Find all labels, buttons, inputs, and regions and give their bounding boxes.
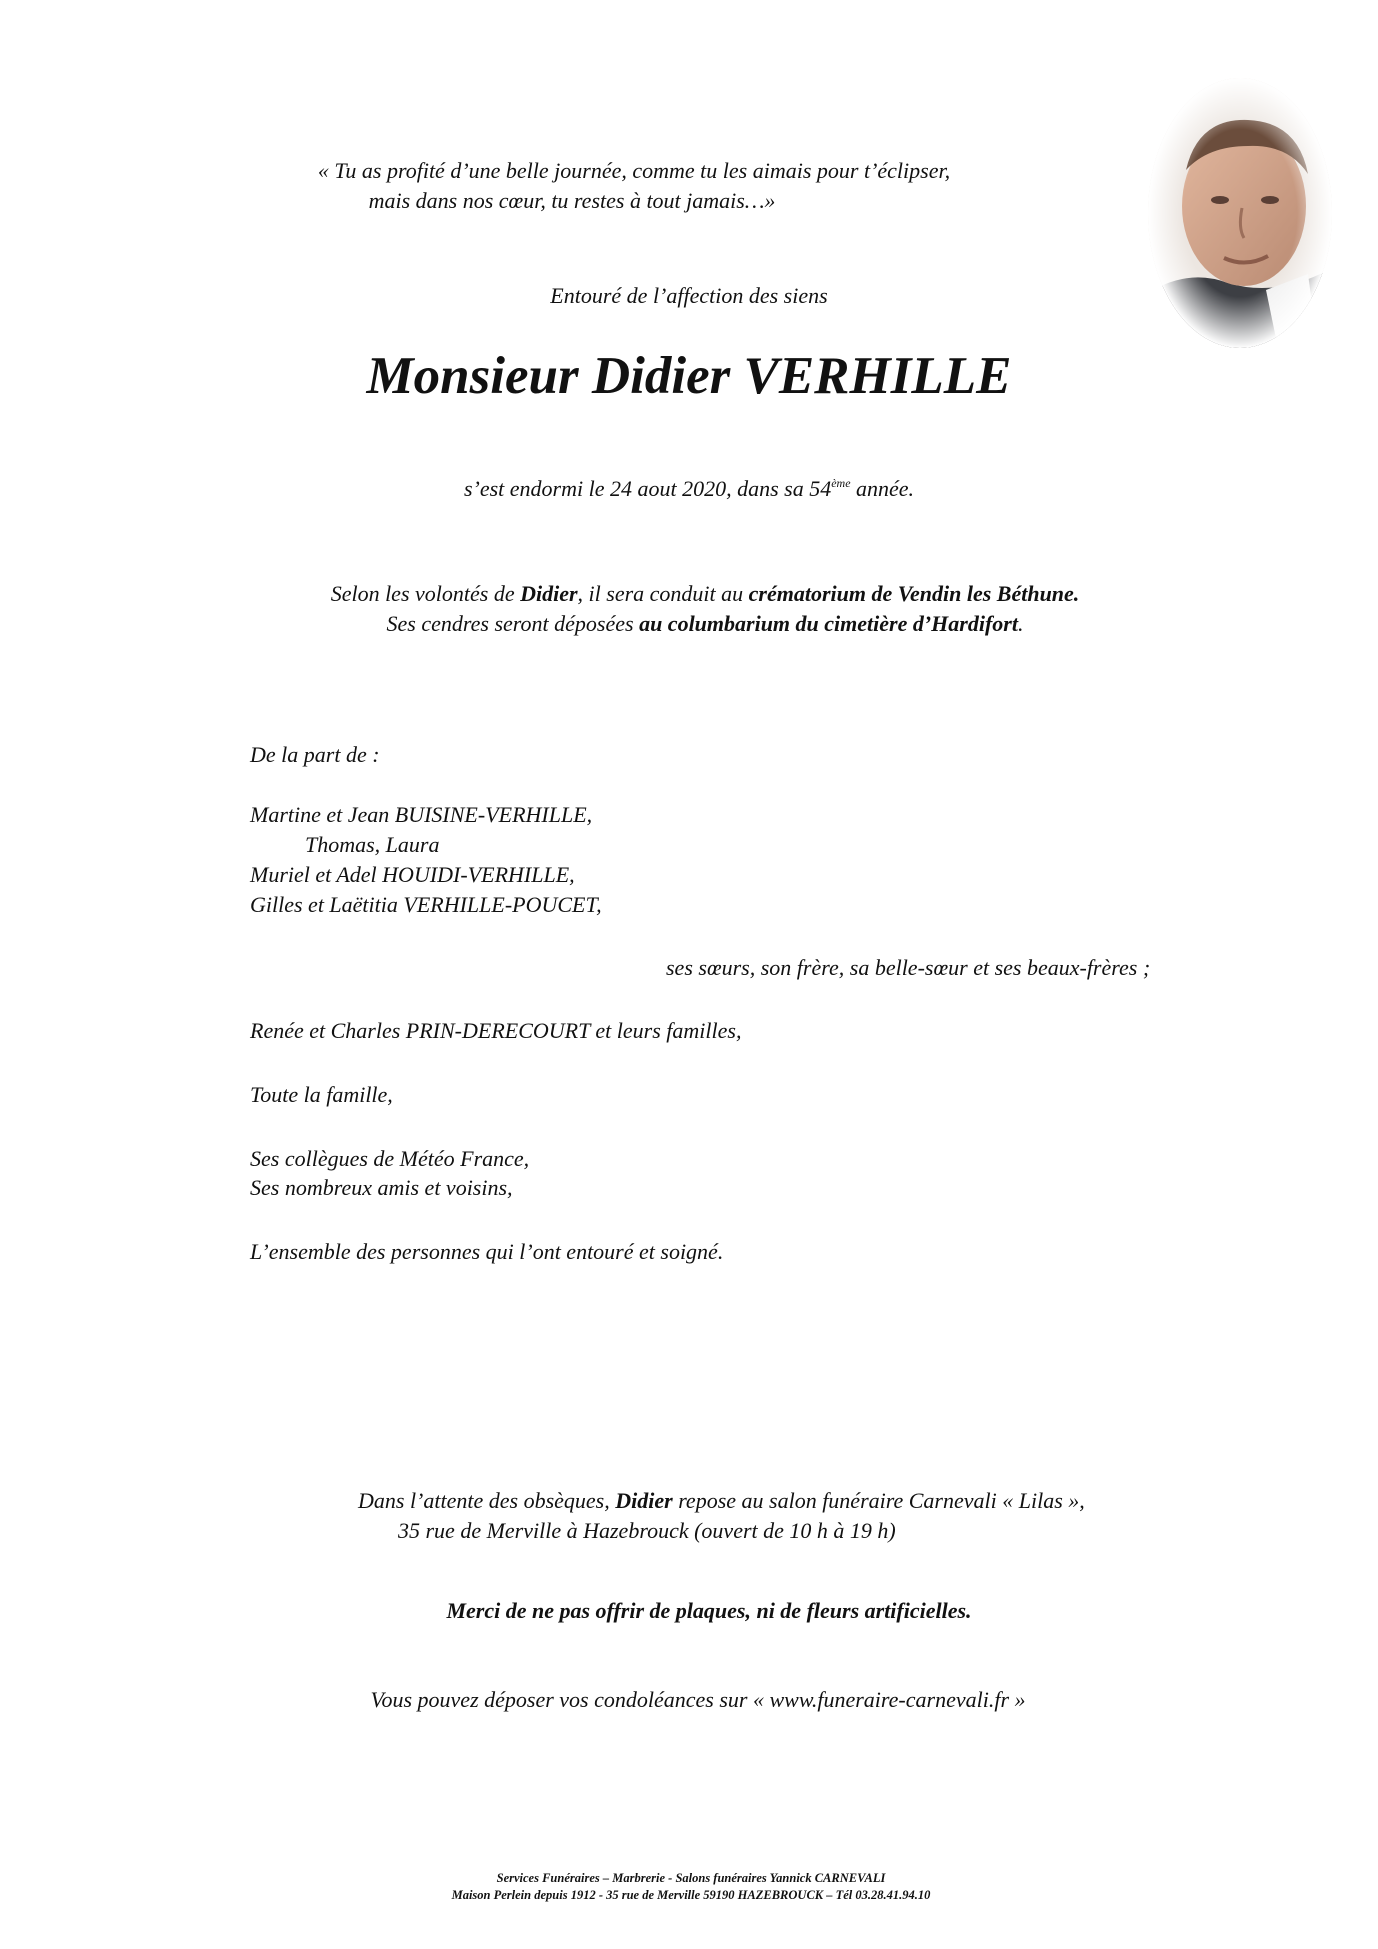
condolences-line — [0, 1687, 1378, 1713]
family-amis: Ses nombreux amis et voisins, — [250, 1175, 513, 1200]
condolences-text: Vous pouvez déposer vos condoléances sur « www.funeraire-carnevali.fr » — [370, 1687, 1026, 1712]
family-ensemble: L’ensemble des personnes qui l’ont entouré et soigné. — [250, 1239, 724, 1264]
family-member: Muriel et Adel HOUIDI-VERHILLE, — [250, 862, 575, 887]
columbarium-name: au columbarium du cimetière d’Hardifort — [639, 611, 1018, 636]
wishes-text: Selon les volontés de — [330, 581, 521, 606]
family-toute: Toute la famille, — [250, 1082, 393, 1107]
family-member: Thomas, Laura — [305, 832, 440, 857]
family-member: Gilles et Laëtitia VERHILLE-POUCET, — [250, 892, 602, 917]
funeral-home-info — [358, 1486, 1085, 1546]
death-text-end: année. — [850, 476, 915, 501]
death-text: s’est endormi le 24 aout 2020, dans sa 54 — [463, 476, 832, 501]
funeral-wishes — [0, 579, 1378, 639]
obseques-text: Dans l’attente des obsèques, — [358, 1488, 616, 1513]
obseques-line-1 — [358, 1486, 1085, 1516]
footer-line-1: Services Funéraires – Marbrerie - Salons funéraires Yannick CARNEVALI — [496, 1871, 886, 1885]
family-member: Martine et Jean BUISINE-VERHILLE, — [250, 802, 593, 827]
wishes-firstname: Didier — [520, 581, 578, 606]
death-notice — [0, 476, 1378, 502]
merci-text: Merci de ne pas offrir de plaques, ni de fleurs artificielles. — [446, 1598, 972, 1623]
wishes-line-1 — [16, 579, 1378, 609]
wishes-text: , il sera conduit au — [577, 581, 749, 606]
crematorium-name: crématorium de Vendin les Béthune. — [748, 581, 1080, 606]
quote-line-1: « Tu as profité d’une belle journée, comme tu les aimais pour t’éclipser, — [317, 158, 951, 183]
quote-line-2: mais dans nos cœur, tu restes à tout jamais…» — [368, 188, 776, 213]
family-list — [250, 740, 602, 920]
family-intro: De la part de : — [250, 742, 380, 767]
wishes-text: Ses cendres seront déposées — [386, 611, 640, 636]
spacer — [250, 770, 602, 800]
obseques-line-2: 35 rue de Merville à Hazebrouck (ouvert de 10 h à 19 h) — [398, 1518, 896, 1543]
family-collegues: Ses collègues de Météo France, — [250, 1146, 530, 1171]
obseques-text: repose au salon funéraire Carnevali « Lilas », — [672, 1488, 1085, 1513]
affection-line: Entouré de l’affection des siens — [550, 283, 828, 308]
footer — [0, 1870, 1378, 1904]
ordinal-suffix: ème — [831, 476, 851, 490]
wishes-line-2 — [16, 609, 1378, 639]
family-prin: Renée et Charles PRIN-DERECOURT et leurs familles, — [250, 1018, 742, 1043]
family-relation: ses sœurs, son frère, sa belle-sœur et ses beaux-frères ; — [666, 955, 1151, 980]
obseques-firstname: Didier — [615, 1488, 673, 1513]
wishes-text: . — [1017, 611, 1024, 636]
deceased-name: Monsieur Didier VERHILLE — [366, 347, 1012, 405]
no-flowers-request — [0, 1598, 1378, 1624]
footer-line-2: Maison Perlein depuis 1912 - 35 rue de Merville 59190 HAZEBROUCK – Tél 03.28.41.94.10 — [451, 1888, 931, 1902]
